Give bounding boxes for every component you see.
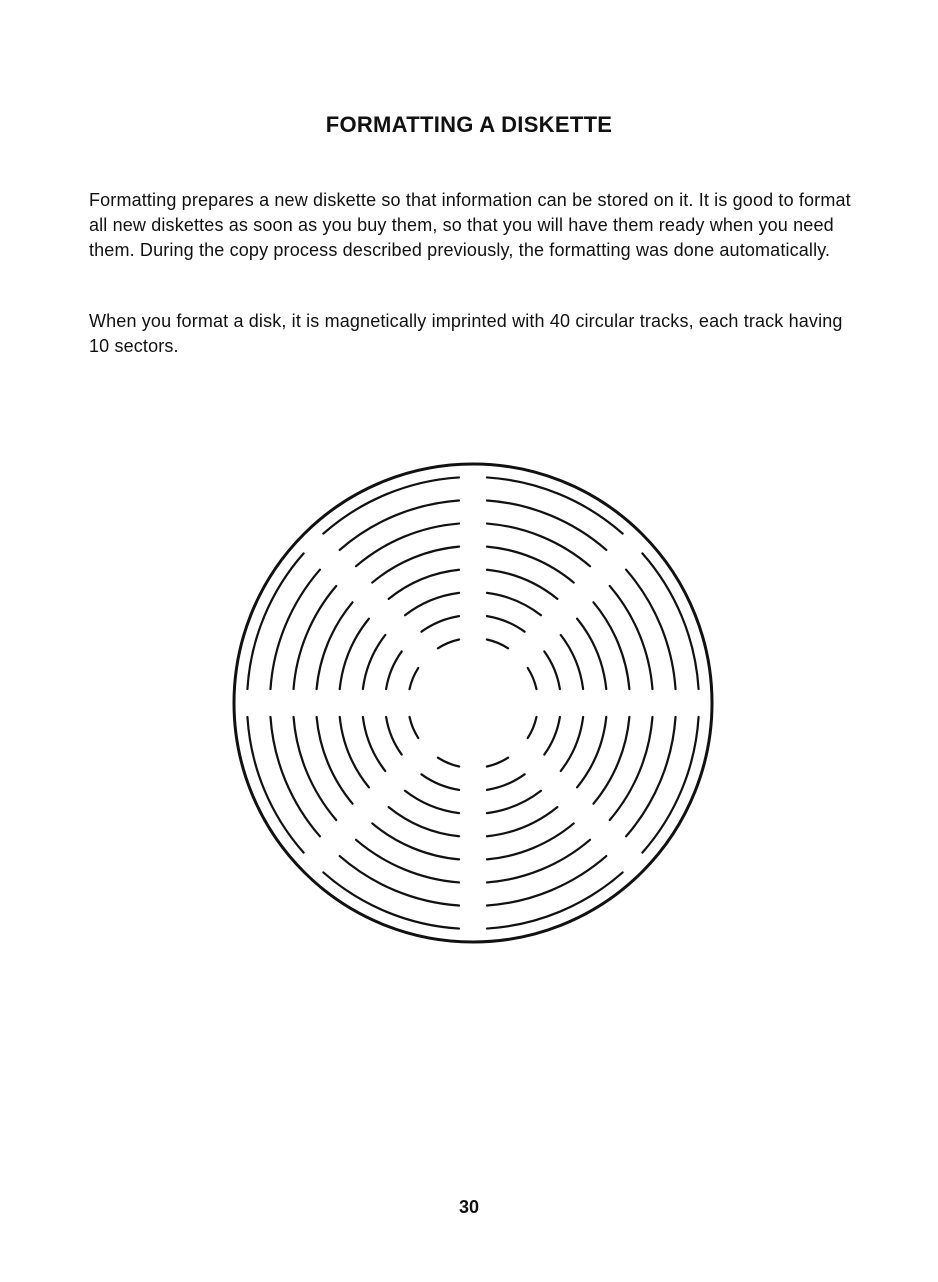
track-sector-arc — [487, 616, 525, 632]
page-title: FORMATTING A DISKETTE — [325, 112, 613, 137]
track-sector-arc — [317, 717, 353, 804]
track-sector-arc — [372, 823, 459, 859]
track-sector-arc — [438, 640, 459, 649]
track-sector-arc — [593, 717, 629, 804]
track-sector-arc — [421, 774, 459, 790]
sector-arcs — [247, 477, 698, 928]
track-sector-arc — [438, 758, 459, 767]
track-sector-arc — [487, 774, 525, 790]
track-sector-arc — [487, 593, 541, 615]
track-sector-arc — [528, 668, 537, 689]
track-sector-arc — [363, 717, 385, 771]
tracks-paragraph: When you format a disk, it is magnetically imprinted with 40 circular tracks, each track having 10 sectors. — [89, 311, 843, 356]
track-sector-arc — [561, 635, 583, 689]
diskette-outline — [234, 464, 712, 942]
track-sector-arc — [487, 791, 541, 813]
track-sector-arc — [544, 717, 560, 755]
track-sector-arc — [372, 547, 459, 583]
track-sector-arc — [421, 616, 459, 632]
track-sector-arc — [405, 593, 459, 615]
track-sector-arc — [593, 602, 629, 689]
track-sector-arc — [386, 717, 402, 755]
track-sector-arc — [405, 791, 459, 813]
track-sector-arc — [487, 823, 574, 859]
track-sector-arc — [544, 651, 560, 689]
track-sector-arc — [410, 717, 419, 738]
intro-paragraph: Formatting prepares a new diskette so that information can be stored on it. It is good to format all new diskettes as soon as you buy them, so that you will have them ready when you need them. During the copy process described previously, the formatting was done automatically. — [89, 190, 851, 260]
track-sector-arc — [317, 602, 353, 689]
track-sector-arc — [487, 640, 508, 649]
track-sector-arc — [561, 717, 583, 771]
page-number: 30 — [458, 1197, 480, 1217]
track-sector-arc — [487, 758, 508, 767]
track-sector-arc — [363, 635, 385, 689]
track-sector-arc — [386, 651, 402, 689]
track-sector-arc — [410, 668, 419, 689]
track-sector-arc — [487, 547, 574, 583]
track-sector-arc — [528, 717, 537, 738]
diskette-diagram — [228, 458, 718, 948]
